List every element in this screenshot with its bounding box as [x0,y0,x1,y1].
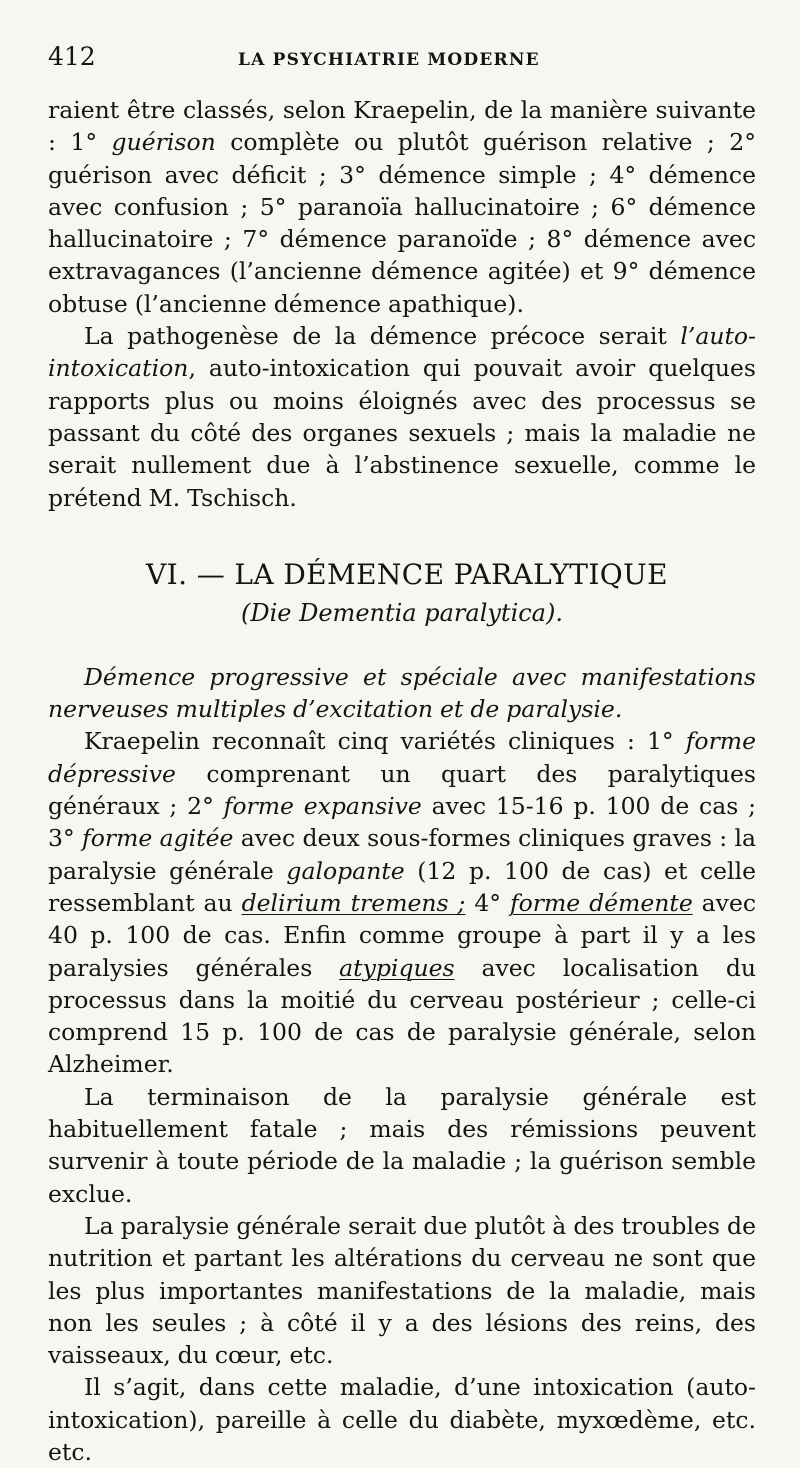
italic-term: atypiques [339,953,455,982]
paragraph-intoxication: Il s’agit, dans cette maladie, d’une intoxication (auto-intoxication), pareille à celle du diabète, myxœdème, etc. etc. [48,1373,756,1466]
text-run: raient être classés, selon Kraepelin, de la manière suivante : 1° [48,96,756,157]
paragraph-clinical-varieties [48,725,756,1080]
italic-term: forme agitée [82,824,234,853]
section-subtitle: (Die Dementia paralytica). [241,598,563,627]
italic-term: forme expansive [223,792,422,821]
paragraph-termination: La terminaison de la paralysie générale est habituellement fatale ; mais des rémissions peuvent survenir à toute période de la maladie ; la guérison semble exclue. [48,1082,756,1208]
paragraph-kraepelin-outcomes [48,94,756,320]
text-run: avec 40 p. 100 de cas. Enfin comme groupe à part il y a les paralysies générales [48,888,757,982]
text-run: (12 p. 100 de cas) et celle ressemblant au [48,856,756,917]
text-run: avec 15-16 p. 100 de cas ; 3° [48,792,757,853]
text-run: avec localisation du processus dans la moitié du cerveau postérieur ; celle-ci comprend 15 p. 100 de cas de paralysie générale, selon Alzheimer. [48,953,757,1079]
text-run: comprenant un quart des paralytiques généraux ; 2° [48,759,756,821]
text-run: Kraepelin reconnaît cinq variétés cliniques : 1° [84,727,686,756]
paragraph-pathogenesis [48,320,756,514]
italic-term: forme démente [509,888,693,917]
text-run: La pathogenèse de la démence précoce serait [84,322,681,351]
italic-term: l’auto-intoxication [48,322,756,383]
text-block [48,94,756,1468]
text-run: complète ou plutôt guérison relative ; 2° guérison avec déficit ; 3° démence simple ; 4° démence avec confusion ; 5° paranoïa hallucinatoire ; 6° démence hallucinatoire ; 7° démence paranoïde ; 8° démence avec extravagances (l’ancienne démence agitée) et 9° démence obtuse (l’ancienne démence apathique). [48,128,756,318]
italic-term: guérison [111,128,216,157]
running-title: LA PSYCHIATRIE MODERNE [238,50,540,70]
page-number: 412 [48,42,96,71]
running-head [48,42,756,82]
text-run: , auto-intoxication qui pouvait avoir quelques rapports plus ou moins éloignés avec des processus se passant du côté des organes sexuels ; mais la maladie ne serait nullement due à l’abstinence sexuelle, comme le prétend M. Tschisch. [48,354,756,512]
italic-term: galopante [286,856,405,885]
paragraph-cause: La paralysie générale serait due plutôt à des troubles de nutrition et partant les altérations du cerveau ne sont que les plus importantes manifestations de la maladie, mais non les seules ; à côté il y a des lésions des reins, des vaisseaux, du cœur, etc. [48,1211,756,1370]
italic-term: forme dépressive [48,727,756,788]
italic-term: delirium tremens ; [241,888,466,917]
paragraph-definition: Démence progressive et spéciale avec manifestations nerveuses multiples d’excitation et de paralysie. [48,662,756,724]
text-run: 4° [465,888,510,917]
section-heading: VI. — LA DÉMENCE PARALYTIQUE [146,557,668,591]
text-run: avec deux sous-formes cliniques graves : la paralysie générale [48,824,757,885]
